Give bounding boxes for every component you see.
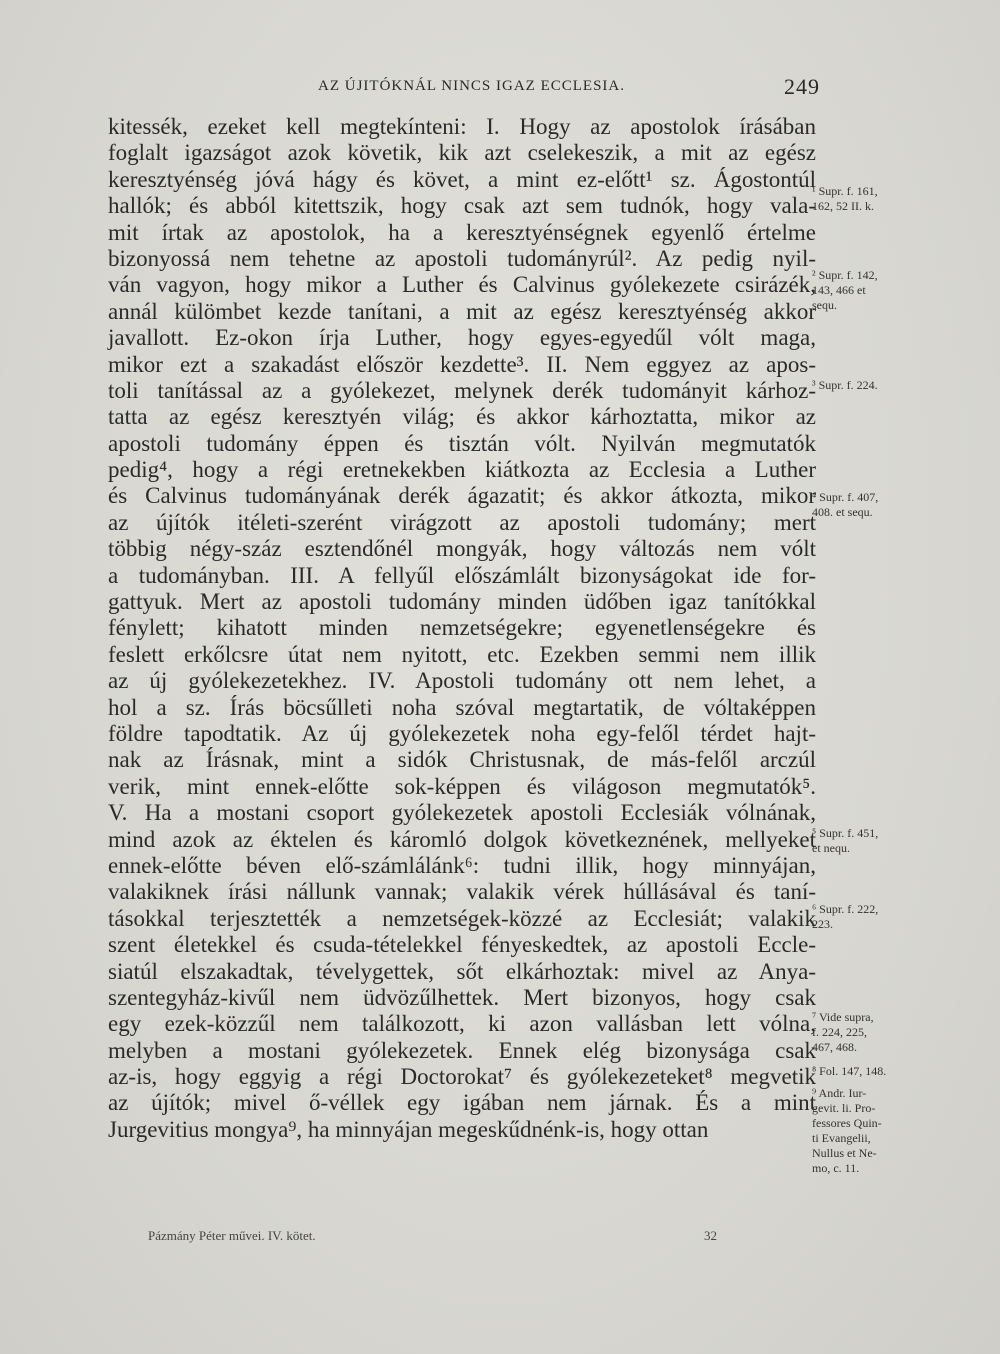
note-line: ² Supr. f. 142, — [812, 268, 878, 282]
text-line: verik, mint ennek-előtte sok-képpen és világoson megmutatók⁵. — [108, 773, 816, 799]
text-line: fénylett; kihatott minden nemzetségekre; egyenetlenségekre és — [108, 615, 816, 641]
note-line: 467, 468. — [812, 1040, 857, 1054]
running-head — [100, 74, 840, 104]
text-line: mikor ezt a szakadást először kezdette³. II. Nem eggyez az apos- — [108, 351, 816, 377]
text-line: bizonyossá nem tehetne az apostoli tudományrúl². Az pedig nyil- — [108, 245, 816, 271]
note-line: Nullus et Ne- — [812, 1146, 877, 1160]
text-line: az-is, hogy eggyig a régi Doctorokat⁷ és gyólekezeteket⁸ megvetik — [108, 1064, 816, 1090]
note-line: fessores Quin- — [812, 1116, 882, 1130]
text-line: foglalt igazságot azok követik, kik azt cselekeszik, a mit az egész — [108, 140, 816, 166]
text-line: kitessék, ezeket kell megtekínteni: I. Hogy az apostolok írásában — [108, 114, 816, 139]
note-line: f. 224, 225, — [812, 1025, 867, 1039]
text-line: többig négy-száz esztendőnél mongyák, hogy változás nem vólt — [108, 536, 816, 562]
text-line: Jurgevitius mongya⁹, ha minnyájan megeskűdnénk-is, hogy ottan — [108, 1116, 709, 1142]
note-line: et nequ. — [812, 841, 850, 855]
text-line: V. Ha a mostani csoport gyólekezetek apostoli Ecclesiák vólnának, — [108, 800, 816, 826]
text-line: nak az Írásnak, mint a sidók Christusnak, de más-felől arczúl — [108, 747, 816, 773]
marginal-note-4 — [812, 490, 922, 520]
text-line: mit írtak az apostolok, ha a keresztyénségnek egyenlő értelme — [108, 219, 816, 245]
text-line: egy ezek-közzűl nem találkozott, ki azon vallásban lett vólna, — [108, 1011, 816, 1037]
main-text — [108, 114, 816, 1143]
page-number: 249 — [784, 74, 820, 99]
note-line: mo, c. 11. — [812, 1161, 860, 1175]
page-footer — [148, 1228, 748, 1252]
note-line: ⁴ Supr. f. 407, — [812, 490, 879, 504]
marginal-note-7 — [812, 1010, 922, 1055]
text-line: siatúl elszakadtak, tévelygettek, sőt elkárhoztak: mivel az Anya- — [108, 958, 816, 984]
text-line: és Calvinus tudományának derék ágazatit; és akkor átkozta, mikor — [108, 483, 816, 509]
note-line: 223. — [812, 917, 833, 931]
marginal-note-1 — [812, 184, 922, 214]
text-line: az új gyólekezetekhez. IV. Apostoli tudomány ott nem lehet, a — [108, 668, 816, 694]
text-line: a tudományban. III. A fellyűl előszámlált bizonyságokat ide for- — [108, 562, 816, 588]
text-line: hol a sz. Írás böcsűlleti noha szóval megtartatik, de vóltaképpen — [108, 694, 816, 720]
text-line: feslett erkőlcsre útat nem nyitott, etc. Ezekben semmi nem illik — [108, 641, 816, 667]
note-line: ³ Supr. f. 224. — [812, 378, 878, 392]
marginal-note-5 — [812, 826, 922, 856]
note-line: ⁵ Supr. f. 451, — [812, 826, 879, 840]
text-line: az újítók; mivel ő-véllek egy igában nem járnak. És a mint — [108, 1090, 816, 1116]
text-line: annál külömbet kezde tanítani, a mit az egész keresztyénség akkor — [108, 298, 816, 324]
note-line: ⁶ Supr. f. 222, — [812, 902, 879, 916]
text-line: keresztyénség jóvá hágy és követ, a mint ez-előtt¹ sz. Ágostontúl — [108, 166, 816, 192]
note-line: gevit. li. Pro- — [812, 1101, 876, 1115]
note-line: 162, 52 II. k. — [812, 199, 874, 213]
text-line: tatta az egész keresztyén világ; és akkor kárhoztatta, mikor az — [108, 404, 816, 430]
text-line: szentegyház-kivűl nem üdvözűlhettek. Mert bizonyos, hogy csak — [108, 984, 816, 1010]
marginal-note-2 — [812, 268, 922, 313]
text-line: melyben a mostani gyólekezetek. Ennek elég bizonysága csak — [108, 1037, 816, 1063]
text-line: javallott. Ez-okon írja Luther, hogy egyes-egyedűl vólt maga, — [108, 325, 816, 351]
note-line: 408. et sequ. — [812, 505, 873, 519]
note-line: ⁷ Vide supra, — [812, 1010, 874, 1024]
text-line: ennek-előtte béven elő-számlálánk⁶: tudni illik, hogy minnyájan, — [108, 852, 816, 878]
text-line: hallók; és abból kitettszik, hogy csak azt sem tudnók, hogy vala- — [108, 193, 816, 219]
note-line: sequ. — [812, 298, 837, 312]
text-line: földre tapodtatik. Az új gyólekezetek noha egy-felől térdet hajt- — [108, 720, 816, 746]
text-line: pedig⁴, hogy a régi eretnekekben kiátkozta az Ecclesia a Luther — [108, 457, 816, 483]
text-line: valakiknek írási nállunk vannak; valakik vérek húllásával és taní- — [108, 879, 816, 905]
marginal-note-8 — [812, 1064, 922, 1079]
text-line: az újítók itéleti-szerént virágzott az apostoli tudomány; mert — [108, 509, 816, 535]
text-line: mind azok az éktelen és káromló dolgok következnének, mellyeket — [108, 826, 816, 852]
text-line: ván vagyon, hogy mikor a Luther és Calvinus gyólekezete csirázék, — [108, 272, 816, 298]
footer-imprint: Pázmány Péter művei. IV. kötet. — [148, 1228, 316, 1243]
text-line: gattyuk. Mert az apostoli tudomány minden üdőben igaz tanítókkal — [108, 589, 816, 615]
text-line: szent életekkel és csuda-tételekkel fényeskedtek, az apostoli Eccle- — [108, 932, 816, 958]
text-line: tásokkal terjesztették a nemzetségek-közzé az Ecclesiát; valakik — [108, 905, 816, 931]
running-head-title: AZ ÚJITÓKNÁL NINCS IGAZ ECCLESIA. — [318, 78, 626, 94]
signature-mark: 32 — [704, 1228, 717, 1243]
marginal-note-9 — [812, 1086, 922, 1176]
marginal-note-6 — [812, 902, 922, 932]
note-line: ti Evangelii, — [812, 1131, 871, 1145]
note-line: ⁸ Fol. 147, 148. — [812, 1064, 887, 1078]
note-line: 143, 466 et — [812, 283, 866, 297]
text-line: apostoli tudomány éppen és tisztán vólt. Nyilván megmutatók — [108, 430, 816, 456]
marginal-note-3 — [812, 378, 922, 393]
text-line: toli tanítással az a gyólekezet, melynek derék tudományit kárhoz- — [108, 377, 816, 403]
note-line: ⁹ Andr. Iur- — [812, 1086, 867, 1100]
note-line: ¹ Supr. f. 161, — [812, 184, 878, 198]
